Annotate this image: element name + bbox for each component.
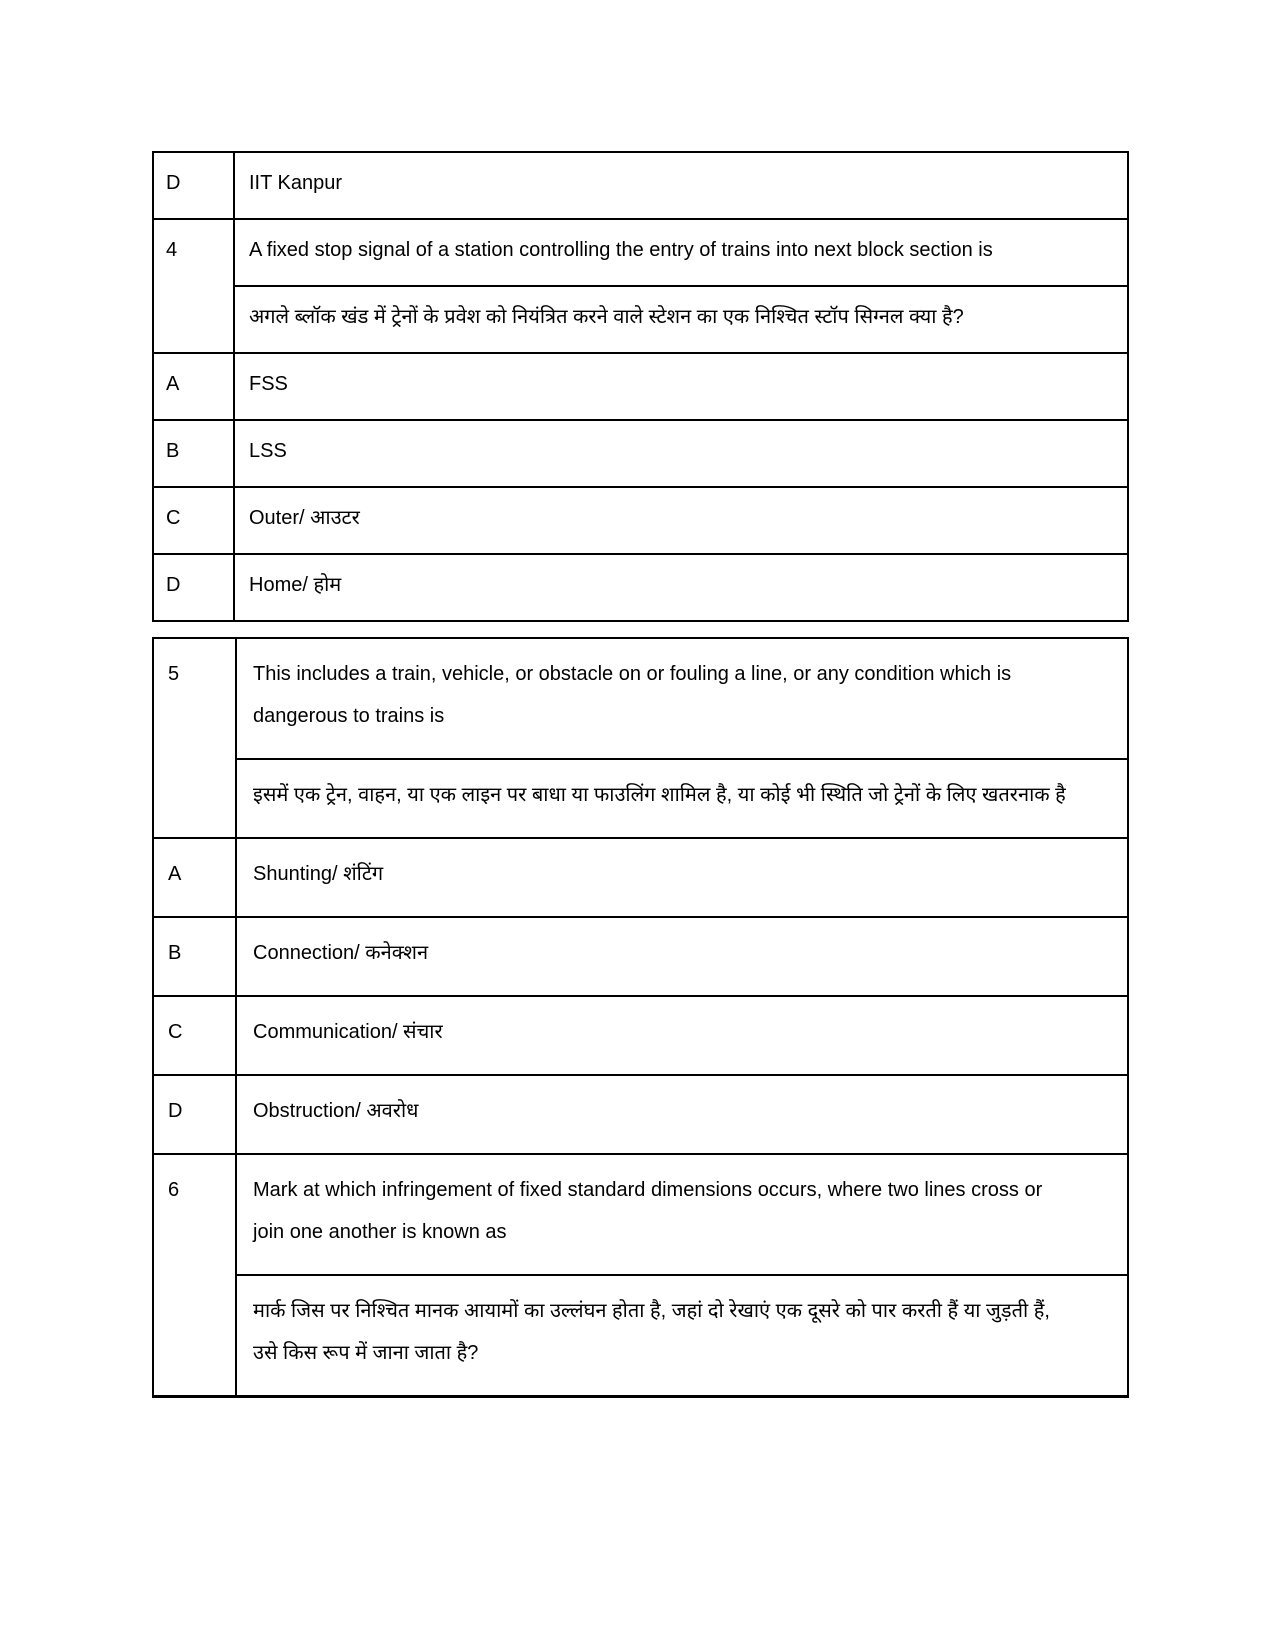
question-number-cell: 6 bbox=[153, 1154, 236, 1397]
option-key-cell: D bbox=[153, 1075, 236, 1154]
option-text-cell: Connection/ कनेक्शन bbox=[236, 917, 1128, 996]
option-key-cell: D bbox=[153, 554, 234, 621]
option-row bbox=[153, 554, 1128, 621]
question-table-1 bbox=[152, 151, 1129, 622]
option-row bbox=[153, 487, 1128, 554]
question-row-english bbox=[153, 1154, 1128, 1275]
option-text-cell: LSS bbox=[234, 420, 1128, 487]
question-row-english bbox=[153, 638, 1128, 759]
question-text-hindi: मार्क जिस पर निश्चित मानक आयामों का उल्लंघन होता है, जहां दो रेखाएं एक दूसरे को पार करती हैं या जुड़ती हैं, उसे किस रूप में जाना जाता है? bbox=[236, 1275, 1128, 1397]
question-row-hindi bbox=[153, 1275, 1128, 1397]
option-row bbox=[153, 353, 1128, 420]
question-text-english: Mark at which infringement of fixed standard dimensions occurs, where two lines cross or join one another is known as bbox=[236, 1154, 1128, 1275]
question-paper bbox=[152, 151, 1129, 1398]
option-key-cell: C bbox=[153, 996, 236, 1075]
option-row bbox=[153, 420, 1128, 487]
option-key-cell: B bbox=[153, 420, 234, 487]
option-text-cell: Obstruction/ अवरोध bbox=[236, 1075, 1128, 1154]
option-key-cell: B bbox=[153, 917, 236, 996]
question-text-english: This includes a train, vehicle, or obstacle on or fouling a line, or any condition which is dangerous to trains is bbox=[236, 638, 1128, 759]
question-text-hindi: इसमें एक ट्रेन, वाहन, या एक लाइन पर बाधा या फाउलिंग शामिल है, या कोई भी स्थिति जो ट्रेनों के लिए खतरनाक है bbox=[236, 759, 1128, 838]
option-row bbox=[153, 838, 1128, 917]
option-text-cell: Home/ होम bbox=[234, 554, 1128, 621]
option-row bbox=[153, 917, 1128, 996]
option-row bbox=[153, 152, 1128, 219]
option-row bbox=[153, 1075, 1128, 1154]
option-key-cell: A bbox=[153, 353, 234, 420]
question-number-cell: 4 bbox=[153, 219, 234, 353]
option-key-cell: D bbox=[153, 152, 234, 219]
option-key-cell: C bbox=[153, 487, 234, 554]
question-number-cell: 5 bbox=[153, 638, 236, 838]
option-text-cell: Shunting/ शंटिंग bbox=[236, 838, 1128, 917]
option-text-cell: Outer/ आउटर bbox=[234, 487, 1128, 554]
question-row-english bbox=[153, 219, 1128, 286]
option-key-cell: A bbox=[153, 838, 236, 917]
question-text-hindi: अगले ब्लॉक खंड में ट्रेनों के प्रवेश को नियंत्रित करने वाले स्टेशन का एक निश्चित स्टॉप सिग्नल क्या है? bbox=[234, 286, 1128, 353]
question-table-2 bbox=[152, 637, 1129, 1398]
question-row-hindi bbox=[153, 286, 1128, 353]
option-text-cell: IIT Kanpur bbox=[234, 152, 1128, 219]
question-row-hindi bbox=[153, 759, 1128, 838]
question-text-english: A fixed stop signal of a station controlling the entry of trains into next block section is bbox=[234, 219, 1128, 286]
option-text-cell: Communication/ संचार bbox=[236, 996, 1128, 1075]
option-row bbox=[153, 996, 1128, 1075]
option-text-cell: FSS bbox=[234, 353, 1128, 420]
